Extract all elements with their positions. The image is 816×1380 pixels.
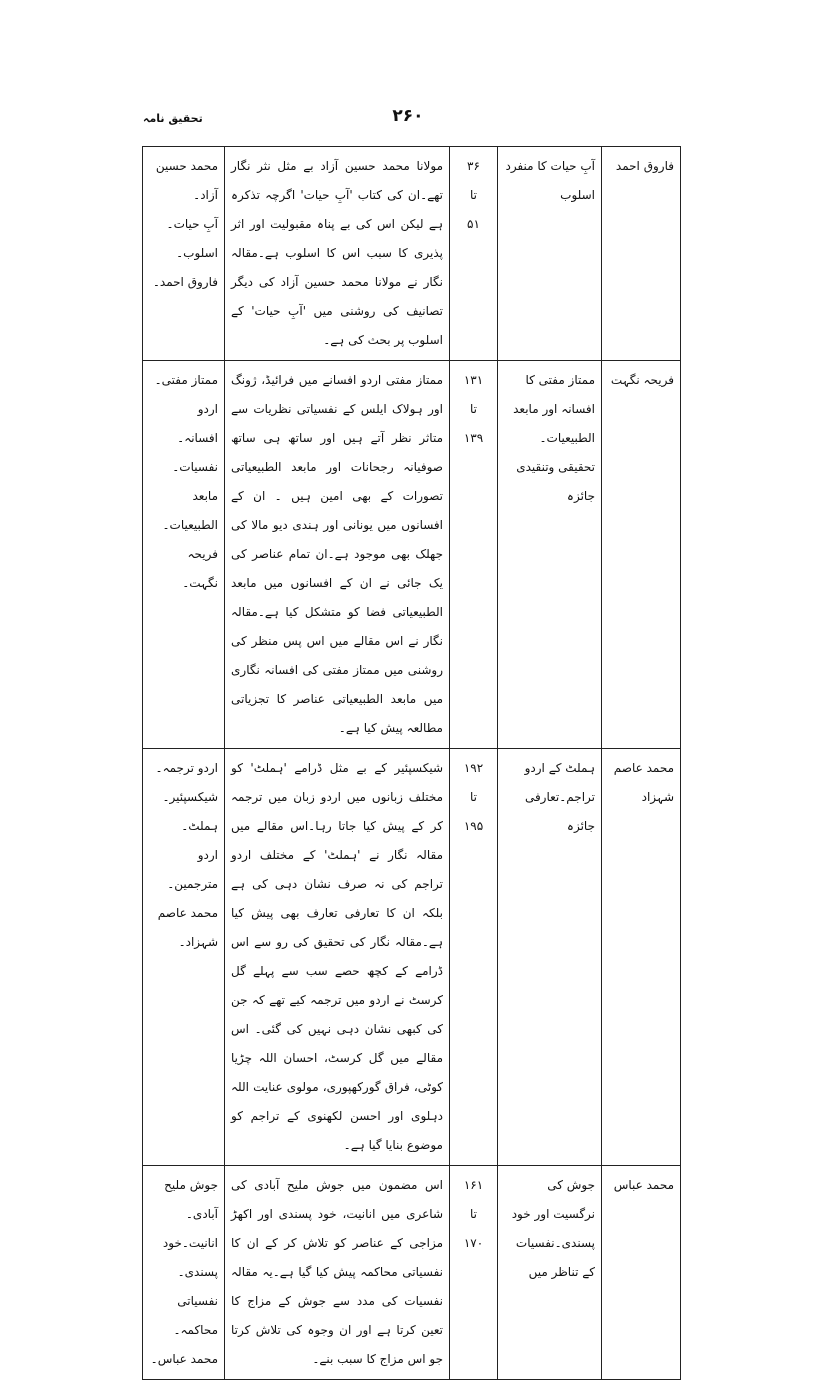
page-range-word: تا bbox=[470, 790, 477, 804]
keyword: اردو مترجمین۔ bbox=[167, 848, 218, 891]
article-index-table bbox=[142, 146, 681, 1380]
keyword: محمد حسین آزاد۔ bbox=[155, 159, 218, 202]
table-row bbox=[143, 147, 681, 361]
keyword: جوش ملیح آبادی۔ bbox=[164, 1178, 218, 1221]
title-cell: ممتاز مفتی کا افسانہ اور مابعد الطبیعیات۔تحقیقی وتنقیدی جائزہ bbox=[498, 361, 602, 749]
keyword: شیکسپئیر۔ہملٹ۔ bbox=[162, 790, 218, 833]
keyword: فاروق احمد۔ bbox=[152, 275, 218, 289]
keywords-cell bbox=[143, 1166, 225, 1380]
keywords-cell bbox=[143, 749, 225, 1166]
page-start: ۳۶ bbox=[467, 159, 480, 173]
page-end: ۱۳۹ bbox=[463, 431, 484, 445]
keyword: اسلوب۔ bbox=[176, 246, 218, 260]
keyword: محمد عاصم شہزاد۔ bbox=[157, 906, 218, 949]
abstract-cell: ممتاز مفتی اردو افسانے میں فرائیڈ، ژونگ اور ہولاک ایلس کے نفسیاتی نظریات سے متاثر نظر آتے ہیں اور ساتھ ہی ساتھ صوفیانہ رجحانات اور مابعد الطبیعیاتی تصورات کے بھی امین ہیں ۔ ان کے افسانوں میں یونانی اور ہندی دیو مالا کی جھلک بھی موجود ہے۔ان تمام عناصر کی یک جائی نے ان کے افسانوں میں مابعد الطبیعیاتی فضا کو متشکل کیا ہے۔مقالہ نگار نے اس مقالے میں اس پس منظر کی روشنی میں ممتاز مفتی کی افسانہ نگاری میں مابعد الطبیعیاتی عناصر کا تجزیاتی مطالعہ پیش کیا ہے۔ bbox=[225, 361, 450, 749]
keyword: نفسیاتی محاکمہ۔ bbox=[173, 1294, 218, 1337]
author-cell: فاروق احمد bbox=[602, 147, 681, 361]
abstract-cell: اس مضمون میں جوش ملیح آبادی کی شاعری میں انانیت، خود پسندی اور اکھڑ مزاجی کے عناصر کو تلاش کر کے ان کا نفسیاتی محاکمہ پیش کیا گیا ہے۔یہ مقالہ نفسیات کی مدد سے جوش کے مزاج کا تعین کرتا ہے اور ان وجوہ کی تلاش کرتا جو اس مزاج کا سبب بنے۔ bbox=[225, 1166, 450, 1380]
keyword: آبِ حیات۔ bbox=[166, 217, 218, 231]
pages-cell bbox=[450, 1166, 498, 1380]
page-start: ۱۹۲ bbox=[463, 761, 484, 775]
author-cell: فریحہ نگہت bbox=[602, 361, 681, 749]
table-row bbox=[143, 361, 681, 749]
page-end: ۱۷۰ bbox=[463, 1236, 484, 1250]
pages-cell bbox=[450, 749, 498, 1166]
keywords-cell bbox=[143, 147, 225, 361]
abstract-cell: شیکسپئیر کے بے مثل ڈرامے 'ہملٹ' کو مختلف زبانوں میں اردو زبان میں ترجمہ کر کے پیش کیا جاتا رہا۔اس مقالے میں مقالہ نگار نے 'ہملٹ' کے مختلف اردو تراجم کی نہ صرف نشان دہی کی ہے بلکہ ان کا تعارفی تعارف بھی پیش کیا ہے۔مقالہ نگار کی تحقیق کی رو سے اس ڈرامے کے کچھ حصے سب سے پہلے گل کرسٹ نے اردو میں ترجمہ کیے تھے کہ جن کی کبھی نشان دہی نہیں کی گئی۔ اس مقالے میں گل کرسٹ، احسان اللہ چڑیا کوٹی، فراق گورکھپوری، مولوی عنایت اللہ دہلوی اور احسن لکھنوی کے تراجم کو موضوع بنایا گیا ہے۔ bbox=[225, 749, 450, 1166]
page-end: ۵۱ bbox=[467, 217, 480, 231]
keyword: انانیت۔خود bbox=[162, 1236, 218, 1250]
keyword: محمد عباس۔ bbox=[150, 1352, 218, 1366]
keyword: پسندی۔ bbox=[177, 1265, 218, 1279]
keyword: مابعد الطبیعیات۔ bbox=[162, 489, 218, 532]
page-number: ۲۶۰ bbox=[392, 106, 424, 126]
author-cell: محمد عباس bbox=[602, 1166, 681, 1380]
page-range-word: تا bbox=[470, 402, 477, 416]
page-range-word: تا bbox=[470, 188, 477, 202]
keywords-cell bbox=[143, 361, 225, 749]
page-start: ۱۳۱ bbox=[463, 373, 484, 387]
keyword: فریحہ نگہت۔ bbox=[182, 547, 218, 590]
pages-cell bbox=[450, 147, 498, 361]
author-cell: محمد عاصم شہزاد bbox=[602, 749, 681, 1166]
page-start: ۱۶۱ bbox=[463, 1178, 484, 1192]
pages-cell bbox=[450, 361, 498, 749]
running-head: تحقیق نامہ bbox=[143, 112, 203, 125]
title-cell: آبِ حیات کا منفرد اسلوب bbox=[498, 147, 602, 361]
table-row bbox=[143, 1166, 681, 1380]
title-cell: جوش کی نرگسیت اور خود پسندی۔نفسیات کے تناظر میں bbox=[498, 1166, 602, 1380]
page-range-word: تا bbox=[470, 1207, 477, 1221]
page-end: ۱۹۵ bbox=[463, 819, 484, 833]
title-cell: ہملٹ کے اردو تراجم۔تعارفی جائزہ bbox=[498, 749, 602, 1166]
keyword: ممتاز مفتی۔اردو bbox=[154, 373, 218, 416]
table-row bbox=[143, 749, 681, 1166]
keyword: افسانہ۔نفسیات۔ bbox=[172, 431, 218, 474]
keyword: اردو ترجمہ۔ bbox=[155, 761, 218, 775]
abstract-cell: مولانا محمد حسین آزاد بے مثل نثر نگار تھے۔ان کی کتاب 'آبِ حیات' اگرچہ تذکرہ ہے لیکن اس کی بے پناہ مقبولیت اور اثر پذیری کا سبب اس کا اسلوب ہے۔مقالہ نگار نے مولانا محمد حسین آزاد کی دیگر تصانیف کی روشنی میں 'آبِ حیات' کے اسلوب پر بحث کی ہے۔ bbox=[225, 147, 450, 361]
